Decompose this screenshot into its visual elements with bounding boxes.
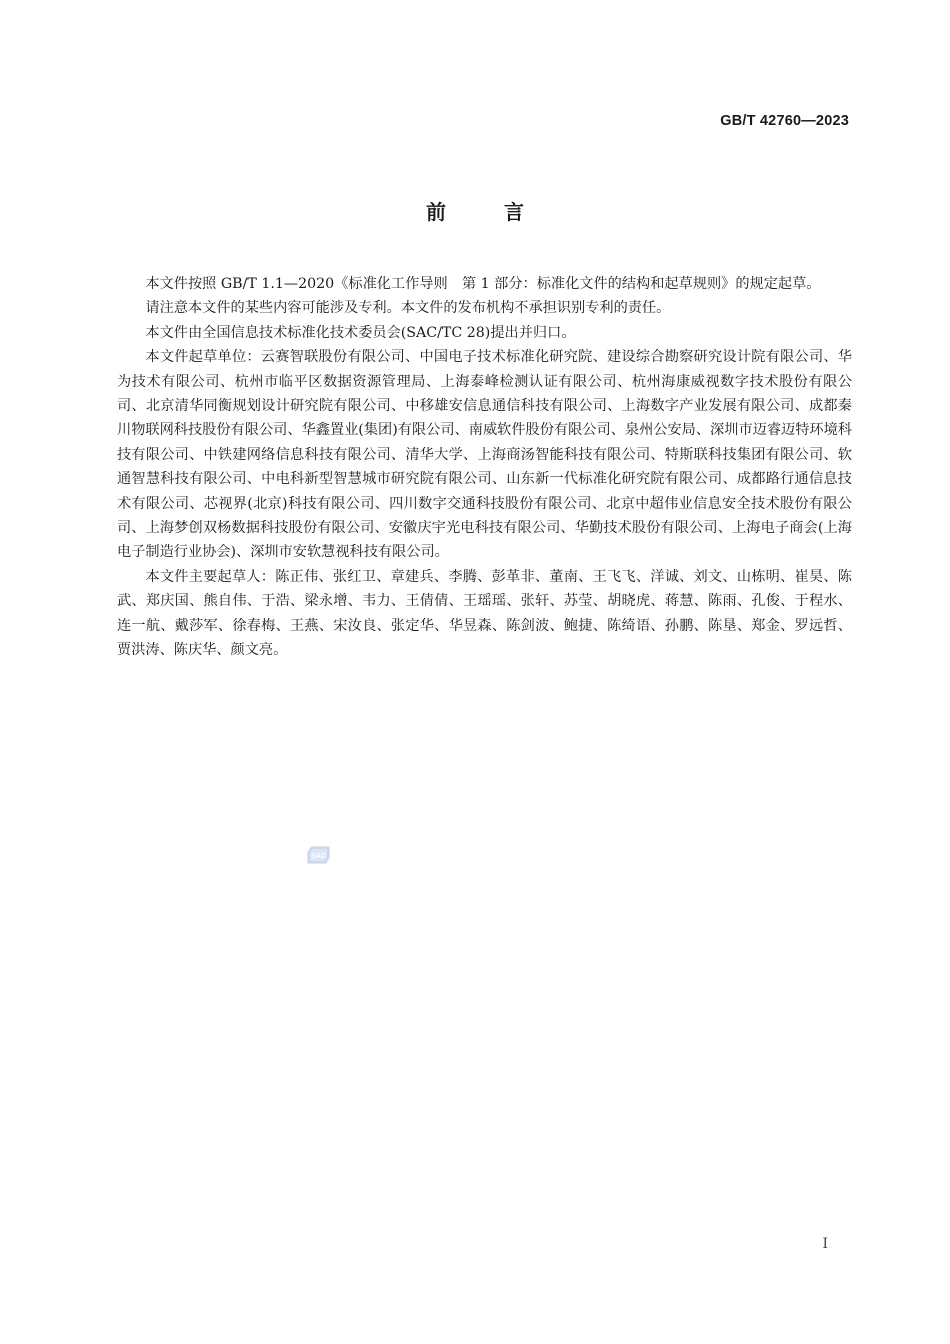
paragraph-drafters: 本文件主要起草人：陈正伟、张红卫、章建兵、李腾、彭革非、董南、王飞飞、洋诚、刘文、山栋明、崔昊、陈武、郑庆国、熊自伟、于浩、梁永增、韦力、王倩倩、王瑶瑶、张轩、苏莹、胡晓虎、蒋慧、陈雨、孔俊、于程水、连一航、戴莎军、徐春梅、王燕、宋汝良、张定华、华昱森、陈剑波、鲍捷、陈绮语、孙鹏、陈垦、郑金、罗远哲、贾洪涛、陈庆华、颜文亮。	[117, 568, 852, 659]
paragraph-committee: 本文件由全国信息技术标准化技术委员会(SAC/TC 28)提出并归口。	[145, 324, 576, 341]
sac-watermark-icon	[305, 843, 332, 867]
paragraph-patent-notice: 请注意本文件的某些内容可能涉及专利。本文件的发布机构不承担识别专利的责任。	[145, 300, 671, 317]
page-number: I	[822, 1236, 828, 1252]
paragraph-drafting-units: 本文件起草单位：云赛智联股份有限公司、中国电子技术标准化研究院、建设综合勘察研究设计院有限公司、华为技术有限公司、杭州市临平区数据资源管理局、上海泰峰检测认证有限公司、杭州海康威视数字技术股份有限公司、北京清华同衡规划设计研究院有限公司、中移雄安信息通信科技有限公司、上海数字产业发展有限公司、成都秦川物联网科技股份有限公司、华鑫置业(集团)有限公司、南威软件股份有限公司、泉州公安局、深圳市迈睿迈特环境科技有限公司、中铁建网络信息科技有限公司、清华大学、上海商汤智能科技有限公司、特斯联科技集团有限公司、软通智慧科技有限公司、中电科新型智慧城市研究院有限公司、山东新一代标准化研究院有限公司、成都路行通信息技术有限公司、芯视界(北京)科技有限公司、四川数字交通科技股份有限公司、北京中超伟业信息安全技术股份有限公司、上海梦创双杨数据科技股份有限公司、安徽庆宇光电科技有限公司、华勤技术股份有限公司、上海电子商会(上海电子制造行业协会)、深圳市安软慧视科技有限公司。	[117, 349, 852, 561]
standard-code: GB/T 42760—2023	[720, 113, 849, 129]
watermark-text: SAC	[311, 853, 326, 860]
section-title: 前言	[426, 200, 582, 224]
preface-body	[117, 272, 852, 663]
paragraph-drafting-rules: 本文件按照 GB/T 1.1—2020《标准化工作导则 第 1 部分：标准化文件的结构和起草规则》的规定起草。	[145, 276, 821, 292]
